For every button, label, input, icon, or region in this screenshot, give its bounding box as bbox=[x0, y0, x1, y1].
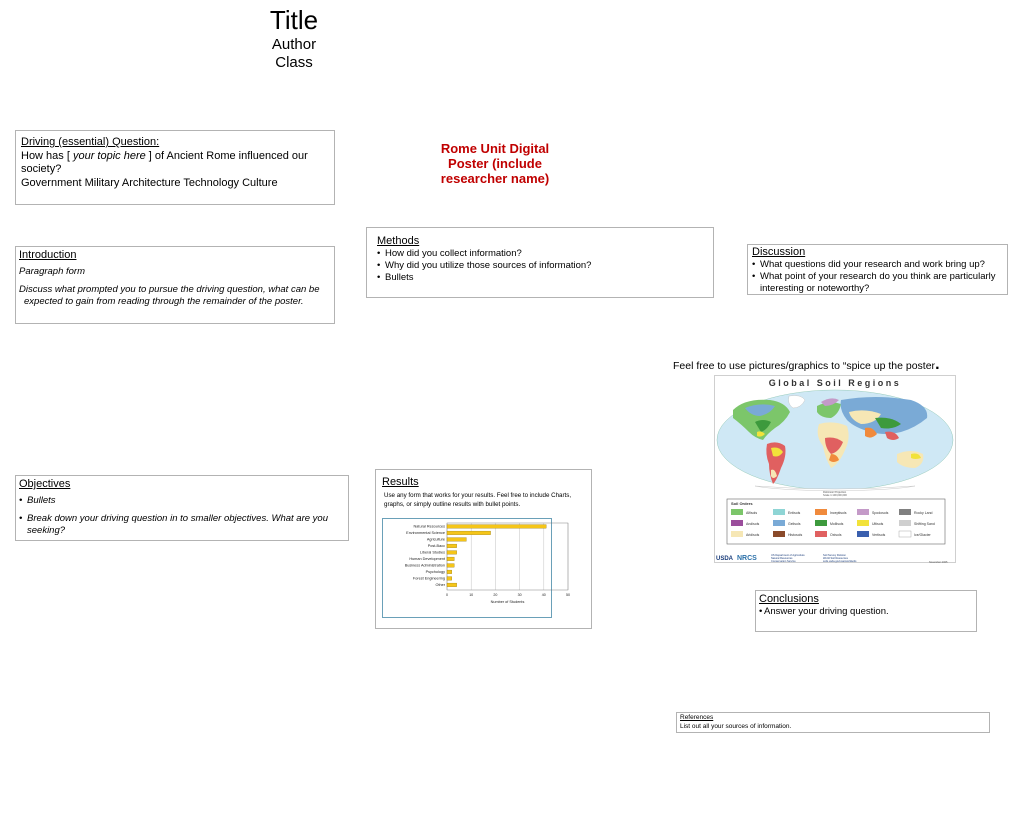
driving-question-pre: How has [ bbox=[21, 149, 70, 162]
legend-label: Histosols bbox=[788, 533, 803, 537]
methods-item: • How did you collect information? bbox=[377, 248, 703, 260]
methods-heading: Methods bbox=[377, 235, 420, 247]
category-label: Forest Engineering bbox=[412, 576, 445, 581]
category-label: Liberal Studies bbox=[419, 550, 445, 555]
chart-bar bbox=[447, 544, 457, 548]
driving-question-categories: Government Military Architecture Technology Culture bbox=[21, 176, 278, 189]
chart-bar bbox=[447, 531, 491, 535]
methods-item: • Why did you utilize those sources of information? bbox=[377, 260, 703, 272]
conclusions-item: • Answer your driving question. bbox=[759, 606, 889, 617]
legend-label: Shifting Sand bbox=[914, 522, 935, 526]
author-label: Author bbox=[271, 36, 317, 53]
legend-label: Ultisols bbox=[872, 522, 884, 526]
driving-question-box bbox=[15, 130, 335, 205]
graphics-note bbox=[673, 356, 940, 374]
soil-map-title: Global Soil Regions bbox=[768, 378, 902, 388]
driving-question-heading: Driving (essential) Question: bbox=[21, 136, 160, 148]
category-label: Post-Bacc bbox=[427, 544, 445, 549]
driving-question-post: ] of Ancient Rome influenced our society? bbox=[21, 149, 308, 175]
results-chart-frame bbox=[382, 518, 570, 618]
objectives-item: • Break down your driving question in to smaller objectives. What are you seeking? bbox=[19, 513, 345, 537]
category-label: Human Development bbox=[409, 557, 445, 562]
poster-label: Rome Unit Digital Poster (include researcher name) bbox=[440, 141, 550, 186]
introduction-form: Paragraph form bbox=[19, 266, 86, 277]
x-tick-label: 0 bbox=[446, 593, 448, 597]
graphics-note-text: Feel free to use pictures/graphics to “spice up the poster bbox=[673, 360, 936, 372]
legend-label: Inceptisols bbox=[830, 511, 847, 515]
chart-bar bbox=[447, 538, 466, 542]
legend-label: Gelisols bbox=[788, 522, 801, 526]
class-label: Class bbox=[275, 54, 313, 71]
usda-logo: USDA bbox=[716, 556, 734, 562]
methods-box bbox=[366, 227, 714, 298]
x-tick-label: 10 bbox=[469, 593, 474, 597]
objectives-item: • Bullets bbox=[19, 495, 345, 507]
conclusions-item-text: Answer your driving question. bbox=[764, 606, 889, 617]
legend-label: Aridisols bbox=[746, 533, 760, 537]
soil-map-image bbox=[714, 375, 956, 563]
driving-question-topic: your topic here bbox=[69, 149, 149, 162]
x-tick-label: 40 bbox=[541, 593, 546, 597]
references-heading: References bbox=[680, 714, 714, 721]
world-map-graphic bbox=[715, 388, 955, 563]
results-heading: Results bbox=[382, 476, 419, 488]
objectives-box bbox=[15, 475, 349, 541]
category-label: Business Administration bbox=[404, 563, 445, 568]
legend-label: Vertisols bbox=[872, 533, 886, 537]
chart-bar bbox=[447, 551, 457, 555]
legend-label: Rocky Land bbox=[914, 511, 933, 515]
legend-label: Entisols bbox=[788, 511, 801, 515]
methods-item: • Bullets bbox=[377, 272, 703, 284]
results-box bbox=[375, 469, 592, 629]
category-label: Natural Resources bbox=[413, 524, 445, 529]
page-title: Title bbox=[269, 5, 319, 35]
chart-bar bbox=[447, 577, 452, 581]
chart-bar bbox=[447, 570, 452, 574]
discussion-heading: Discussion bbox=[752, 246, 806, 258]
introduction-heading: Introduction bbox=[19, 249, 77, 261]
introduction-box bbox=[15, 246, 335, 324]
legend-label: Mollisols bbox=[830, 522, 844, 526]
legend-label: Oxisols bbox=[830, 533, 842, 537]
soil-map-agency: US Department of Agriculture Natural Resources Conservation Service bbox=[771, 554, 805, 563]
category-label: Other bbox=[435, 583, 445, 588]
conclusions-heading: Conclusions bbox=[759, 593, 819, 605]
discussion-box bbox=[747, 244, 1008, 295]
soil-map-division: Soil Survey Division World Soil Resources soils.usda.gov/use/worldsoils bbox=[823, 554, 857, 563]
legend-label: Ice/Glacier bbox=[914, 533, 931, 537]
conclusions-box bbox=[755, 590, 977, 632]
legend-label: Andisols bbox=[746, 522, 760, 526]
x-tick-label: 30 bbox=[517, 593, 522, 597]
results-note: Use any form that works for your results. Feel free to include Charts, graphs, or simply outline results with bullet points. bbox=[384, 492, 572, 508]
category-label: Environmental Science bbox=[406, 531, 445, 536]
x-tick-label: 50 bbox=[566, 593, 570, 597]
driving-question-text bbox=[21, 150, 329, 177]
category-label: Agriculture bbox=[426, 537, 445, 542]
introduction-text: Discuss what prompted you to pursue the driving question, what can be expected to gain from reading through the remainder of the poster. bbox=[19, 284, 320, 307]
chart-bar bbox=[447, 525, 546, 529]
category-label: Psychology bbox=[425, 570, 445, 575]
chart-bar bbox=[447, 583, 457, 587]
objectives-heading: Objectives bbox=[19, 478, 71, 490]
soil-map-date: November 2005 bbox=[929, 561, 948, 564]
soil-map-projection: Robinson Projection Scale 1:100,000,000 bbox=[823, 491, 847, 497]
references-text: List out all your sources of information. bbox=[680, 722, 792, 730]
legend-label: Alfisols bbox=[746, 511, 758, 515]
discussion-item: • What point of your research do you think are particularly interesting or noteworthy? bbox=[752, 271, 1003, 295]
references-box bbox=[676, 712, 990, 733]
graphics-note-period: . bbox=[935, 356, 940, 373]
legend-label: Spodosols bbox=[872, 511, 889, 515]
x-tick-label: 20 bbox=[493, 593, 498, 597]
discussion-item: • What questions did your research and work bring up? bbox=[752, 259, 1003, 271]
results-bar-chart bbox=[383, 519, 570, 617]
nrcs-logo: NRCS bbox=[737, 555, 757, 562]
chart-bar bbox=[447, 557, 454, 561]
x-axis-label: Number of Students bbox=[490, 600, 525, 604]
chart-bar bbox=[447, 564, 454, 568]
soil-map-legend-title: Soil Orders bbox=[731, 501, 753, 506]
